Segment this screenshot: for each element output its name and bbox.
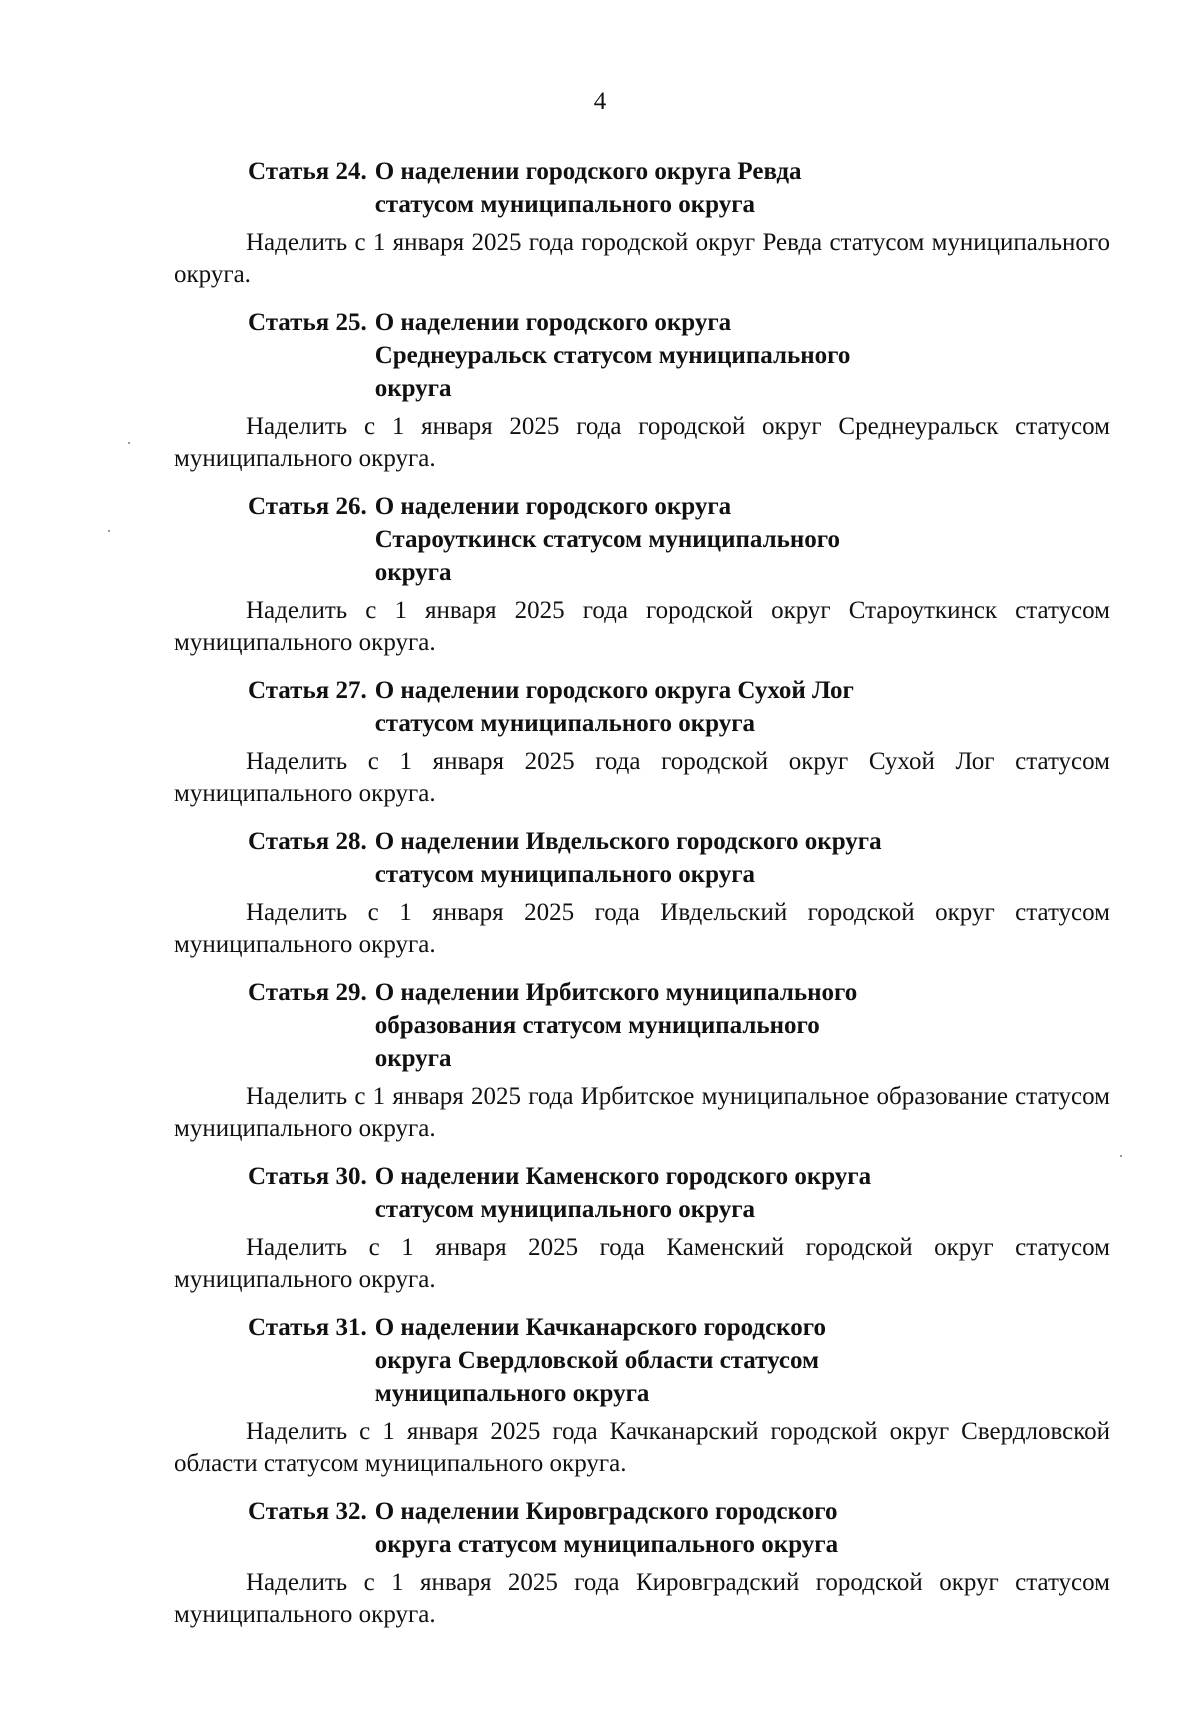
scan-speck [1120, 1155, 1122, 1157]
article-heading: О наделении городского округа Среднеуральск статусом муниципального округа [374, 309, 851, 402]
article-number: Статья 25. [248, 309, 367, 336]
article-number: Статья 24. [248, 158, 367, 185]
article-text: Наделить с 1 января 2025 года Каменский городской округ статусом муниципального округа. [174, 1234, 1110, 1293]
article-title [174, 490, 1110, 589]
article-title [174, 1160, 1110, 1226]
article-32 [174, 1495, 1110, 1631]
article-heading: О наделении городского округа Сухой Лог статусом муниципального округа [374, 677, 854, 737]
article-25 [174, 306, 1110, 475]
article-text: Наделить с 1 января 2025 года Ивдельский городской округ статусом муниципального округа. [174, 899, 1110, 958]
article-heading: О наделении Кировградского городского округа статусом муниципального округа [374, 1498, 839, 1558]
article-24 [174, 155, 1110, 291]
article-title [174, 674, 1110, 740]
page-number: 4 [593, 88, 607, 115]
article-text: Наделить с 1 января 2025 года Ирбитское муниципальное образование статусом муниципального округа. [174, 1083, 1110, 1142]
article-title [174, 1311, 1110, 1410]
article-title [174, 825, 1110, 891]
article-30 [174, 1160, 1110, 1296]
article-title [174, 306, 1110, 405]
article-heading: О наделении Качканарского городского округа Свердловской области статусом муниципального округа [374, 1314, 826, 1407]
article-27 [174, 674, 1110, 810]
article-title [174, 976, 1110, 1075]
article-heading: О наделении Ивдельского городского округа статусом муниципального округа [374, 828, 882, 888]
article-text: Наделить с 1 января 2025 года Качканарский городской округ Свердловской области статусом муниципального округа. [174, 1418, 1110, 1477]
scan-speck [128, 442, 130, 444]
article-29 [174, 976, 1110, 1145]
article-heading: О наделении Каменского городского округа статусом муниципального округа [374, 1163, 872, 1223]
article-number: Статья 27. [248, 677, 367, 704]
article-26 [174, 490, 1110, 659]
article-28 [174, 825, 1110, 961]
scan-speck [108, 530, 110, 532]
article-31 [174, 1311, 1110, 1480]
article-number: Статья 28. [248, 828, 367, 855]
article-number: Статья 26. [248, 493, 367, 520]
article-text: Наделить с 1 января 2025 года городской округ Среднеуральск статусом муниципального округа. [174, 413, 1110, 472]
article-text: Наделить с 1 января 2025 года городской округ Староуткинск статусом муниципального округа. [174, 597, 1110, 656]
article-number: Статья 29. [248, 979, 367, 1006]
article-text: Наделить с 1 января 2025 года Кировградский городской округ статусом муниципального округа. [174, 1569, 1110, 1628]
article-heading: О наделении Ирбитского муниципального образования статусом муниципального округа [374, 979, 858, 1072]
article-text: Наделить с 1 января 2025 года городской округ Ревда статусом муниципального округа. [174, 229, 1110, 288]
article-text: Наделить с 1 января 2025 года городской округ Сухой Лог статусом муниципального округа. [174, 748, 1110, 807]
document-body [174, 155, 1110, 1631]
article-title [174, 1495, 1110, 1561]
article-number: Статья 31. [248, 1314, 367, 1341]
article-title [174, 155, 1110, 221]
article-number: Статья 30. [248, 1163, 367, 1190]
article-number: Статья 32. [248, 1498, 367, 1525]
article-heading: О наделении городского округа Староуткинск статусом муниципального округа [374, 493, 840, 586]
article-heading: О наделении городского округа Ревда статусом муниципального округа [374, 158, 802, 218]
